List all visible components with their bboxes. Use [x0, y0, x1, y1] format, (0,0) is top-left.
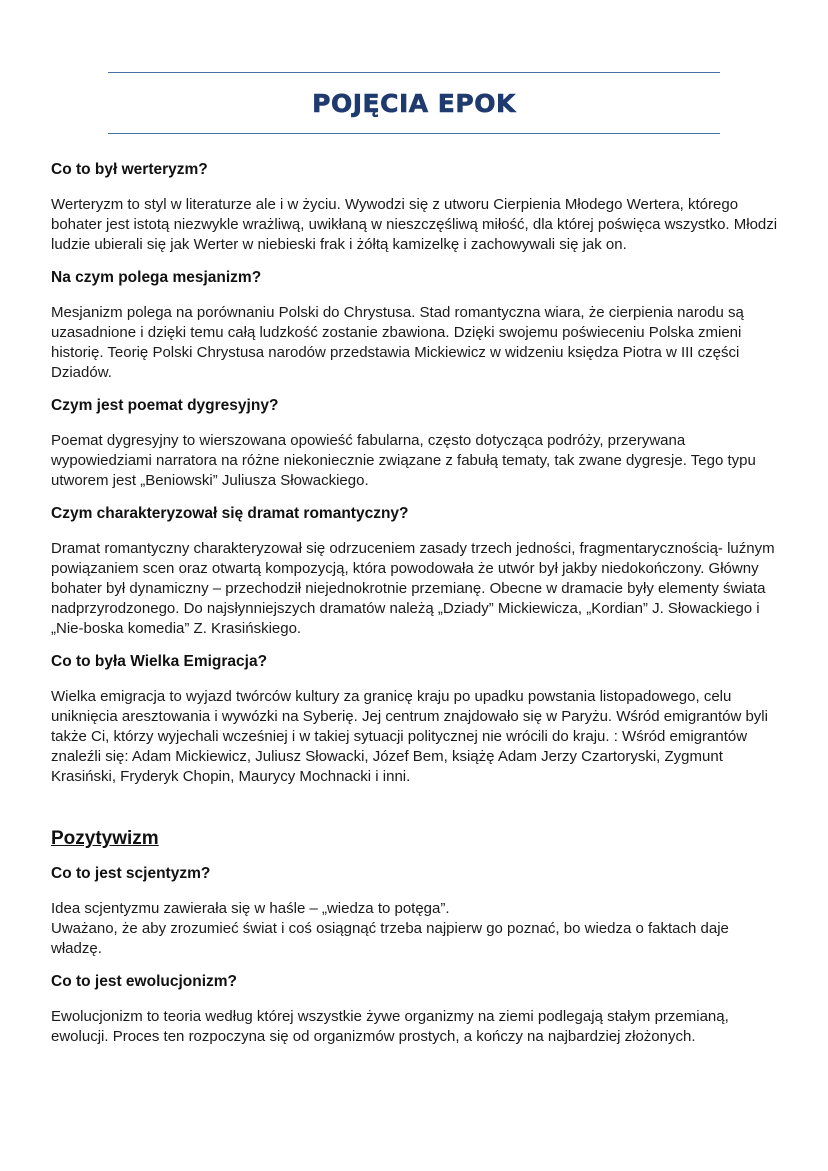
answer-scjentyzm-line: Idea scjentyzmu zawierała się w haśle – „wiedza to potęga”. — [51, 900, 450, 917]
answer-poemat-dygresyjny: Poemat dygresyjny to wierszowana opowieść fabularna, często dotycząca podróży, przerywana wypowiedziami narratora na różne niekoniecznie związane z fabułą tematy, tak zwane dygresje. Tego typu utworem jest „Beniowski” Juliusza Słowackiego. — [51, 432, 756, 489]
answer-scjentyzm-line: Uważano, że aby zrozumieć świat i coś osiągnąć trzeba najpierw go poznać, bo wiedza o faktach daje władzę. — [51, 920, 729, 957]
title-block — [108, 72, 720, 134]
section-heading-pozytywizm: Pozytywizm — [51, 828, 159, 849]
question-dramat-romantyczny: Czym charakteryzował się dramat romantyczny? — [51, 505, 409, 522]
answer-mesjanizm: Mesjanizm polega na porównaniu Polski do Chrystusa. Stad romantyczna wiara, że cierpienia narodu są uzasadnione i dzięki temu całą ludzkość zostanie zbawiona. Dzięki swojemu poświeceniu Polska zmieni historię. Teorię Polski Chrystusa narodów przedstawia Mickiewicz w widzeniu księdza Piotra w III części Dziadów. — [51, 304, 744, 381]
question-wielka-emigracja: Co to była Wielka Emigracja? — [51, 653, 268, 670]
answer-ewolucjonizm: Ewolucjonizm to teoria według której wszystkie żywe organizmy na ziemi podlegają stałym przemianą, ewolucji. Proces ten rozpoczyna się od organizmów prostych, a kończy na najbardziej złożonych. — [51, 1008, 729, 1045]
answer-dramat-romantyczny: Dramat romantyczny charakteryzował się odrzuceniem zasady trzech jedności, fragmentarycznością- luźnym powiązaniem scen oraz otwartą kompozycją, która powodowała że utwór był jakby niedokończony. Główny bohater był dynamiczny – przechodził niejednokrotnie przemianę. Obecne w dramacie były elementy świata nadprzyrodzonego. Do najsłynniejszych dramatów należą „Dziady” Mickiewicza, „Kordian” J. Słowackiego i „Nie-boska komedia” Z. Krasińskiego. — [51, 540, 775, 637]
title-top-rule — [108, 72, 720, 73]
question-mesjanizm: Na czym polega mesjanizm? — [51, 269, 262, 286]
question-scjentyzm: Co to jest scjentyzm? — [51, 865, 211, 882]
question-ewolucjonizm: Co to jest ewolucjonizm? — [51, 973, 238, 990]
question-werteryzm: Co to był werteryzm? — [51, 161, 208, 178]
answer-wielka-emigracja: Wielka emigracja to wyjazd twórców kultury za granicę kraju po upadku powstania listopadowego, celu uniknięcia aresztowania i wywózki na Syberię. Jej centrum znajdowało się w Paryżu. Wśród emigrantów byli także Ci, którzy wyjechali wcześniej i w takiej sytuacji politycznej nie wrócili do kraju. : Wśród emigrantów znaleźli się: Adam Mickiewicz, Juliusz Słowacki, Józef Bem, książę Adam Jerzy Czartoryski, Zygmunt Krasiński, Fryderyk Chopin, Maurycy Mochnacki i inni. — [51, 688, 768, 785]
title-bottom-rule — [108, 133, 720, 134]
answer-werteryzm: Werteryzm to styl w literaturze ale i w życiu. Wywodzi się z utworu Cierpienia Młodego Wertera, którego bohater jest istotą niezwykle wrażliwą, uwikłaną w nieszczęśliwą miłość, dla której poświęca wszystko. Młodzi ludzie ubierali się jak Werter w niebieski frak i żółtą kamizelkę i zachowywali się jak on. — [51, 196, 778, 253]
page-title: POJĘCIA EPOK — [312, 89, 516, 118]
question-poemat-dygresyjny: Czym jest poemat dygresyjny? — [51, 397, 279, 414]
answer-scjentyzm — [51, 899, 781, 959]
document-content — [51, 160, 781, 1060]
